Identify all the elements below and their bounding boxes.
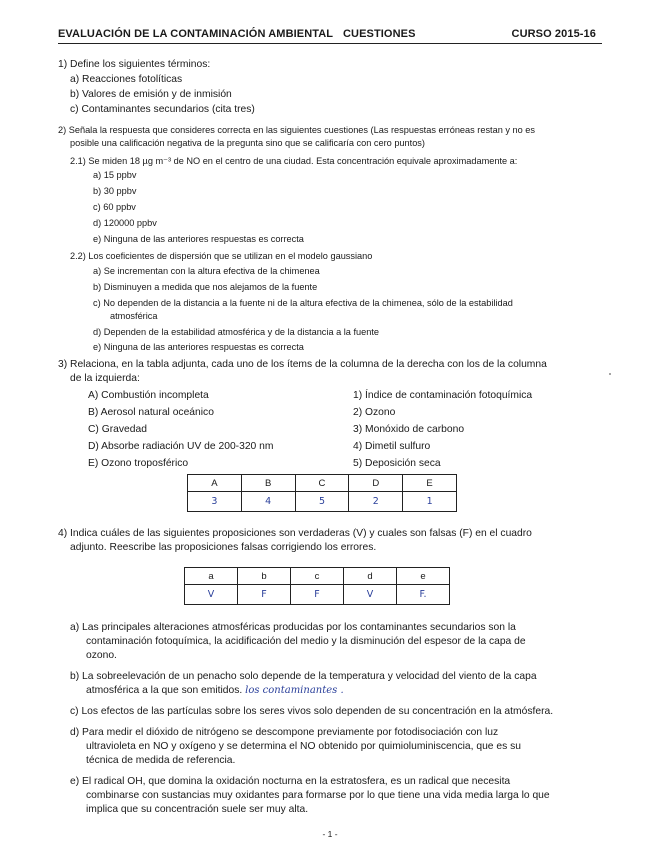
q4-e-line2: combinarse con sustancias muy oxidantes para formarse por lo que tiene una vida media larga lo que (86, 790, 550, 801)
q4-a-line2: contaminación fotoquímica, la acidificación del medio y la disminución del espesor de la capa de (86, 636, 526, 647)
q2-1-option-d: d) 120000 ppbv (93, 218, 157, 228)
q3-left-E: E) Ozono troposférico (88, 458, 189, 469)
q3-title-line1: 3) Relaciona, en la tabla adjunta, cada uno de los ítems de la columna de la derecha con los de la columna (58, 359, 547, 370)
page-header (58, 26, 602, 44)
q4-header-b: b (238, 568, 291, 585)
q2-1-option-a: a) 15 ppbv (93, 170, 137, 180)
q3-title-line2: de la izquierda: (70, 373, 140, 384)
q2-title-line1: 2) Señala la respuesta que consideres correcta en las siguientes cuestiones (Las respuestas erróneas restan y no es (58, 125, 536, 135)
q2-title-line2: posible una calificación negativa de la pregunta sino que se calificaría con cero puntos) (70, 138, 425, 148)
q4-b-line1: b) La sobreelevación de un penacho solo depende de la temperatura y velocidad del viento de la capa (70, 671, 537, 682)
q4-b-handwritten-note: los contaminantes . (245, 685, 344, 696)
q3-header-E: E (403, 475, 457, 492)
q4-table-answer-row (185, 585, 450, 605)
q1-item-c: c) Contaminantes secundarios (cita tres) (70, 104, 255, 115)
q3-left-A: A) Combustión incompleta (88, 390, 209, 401)
q4-title-line2: adjunto. Reescribe las proposiciones falsas corrigiendo los errores. (70, 542, 377, 553)
q3-right-1: 1) Índice de contaminación fotoquímica (353, 390, 533, 401)
q4-d-line1: d) Para medir el dióxido de nitrógeno se descompone previamente por fotodisociación con luz (70, 727, 499, 738)
q3-header-C: C (295, 475, 349, 492)
q1-item-a: a) Reacciones fotolíticas (70, 74, 183, 85)
q4-answer-e: F. (397, 585, 450, 605)
q4-answer-b: F (238, 585, 291, 605)
q3-answer-B: 4 (241, 492, 295, 512)
q3-answer-A: 3 (188, 492, 242, 512)
q4-a-line1: a) Las principales alteraciones atmosféricas producidas por los contaminantes secundarios son la (70, 622, 516, 633)
q3-answer-D: 2 (349, 492, 403, 512)
q3-left-D: D) Absorbe radiación UV de 200-320 nm (88, 441, 274, 452)
q4-answer-table (184, 567, 450, 605)
q3-left-C: C) Gravedad (88, 424, 147, 435)
q3-answer-E: 1 (403, 492, 457, 512)
q1-item-b: b) Valores de emisión y de inmisión (70, 89, 232, 100)
q4-answer-a: V (185, 585, 238, 605)
q2-1-option-e: e) Ninguna de las anteriores respuestas es correcta (93, 234, 304, 244)
q3-left-B: B) Aerosol natural oceánico (88, 407, 214, 418)
header-section: CUESTIONES (343, 28, 416, 40)
q4-header-a: a (185, 568, 238, 585)
q2-1-title: 2.1) Se miden 18 µg m⁻³ de NO en el centro de una ciudad. Esta concentración equivale aproximadamente a: (70, 156, 518, 166)
q4-b-line2-text: atmosférica a la que son emitidos. (86, 685, 243, 696)
q2-1-option-c: c) 60 ppbv (93, 202, 136, 212)
q4-title-line1: 4) Indica cuáles de las siguientes proposiciones son verdaderas (V) y cuales son falsas (F) en el cuadro (58, 528, 532, 539)
q4-answer-d: V (344, 585, 397, 605)
header-year: CURSO 2015-16 (511, 28, 596, 40)
q3-table-answer-row (188, 492, 457, 512)
q4-d-line2: ultravioleta en NO y oxígeno y se determina el NO obtenido por quimioluminiscencia, que es su (86, 741, 521, 752)
q3-right-5: 5) Deposición seca (353, 458, 441, 469)
q2-2-title: 2.2) Los coeficientes de dispersión que se utilizan en el modelo gaussiano (70, 251, 373, 261)
q3-table-header-row (188, 475, 457, 492)
q4-table-header-row (185, 568, 450, 585)
q3-right-3: 3) Monóxido de carbono (353, 424, 465, 435)
q2-1-option-b: b) 30 ppbv (93, 186, 137, 196)
q2-2-option-c-cont: atmosférica (110, 311, 158, 321)
q3-header-B: B (241, 475, 295, 492)
q3-header-D: D (349, 475, 403, 492)
q4-header-e: e (397, 568, 450, 585)
q2-2-option-c: c) No dependen de la distancia a la fuente ni de la altura efectiva de la chimenea, sólo de la estabilidad (93, 298, 513, 308)
q3-answer-C: 5 (295, 492, 349, 512)
q4-a-line3: ozono. (86, 650, 117, 661)
q4-header-d: d (344, 568, 397, 585)
q4-c-line1: c) Los efectos de las partículas sobre los seres vivos solo dependen de su concentración en la atmósfera. (70, 706, 554, 717)
q4-d-line3: técnica de medida de referencia. (86, 755, 236, 766)
q3-right-4: 4) Dimetil sulfuro (353, 441, 431, 452)
q4-header-c: c (291, 568, 344, 585)
q4-answer-c: F (291, 585, 344, 605)
header-course-title: EVALUACIÓN DE LA CONTAMINACIÓN AMBIENTAL (58, 28, 334, 40)
q1-title: 1) Define los siguientes términos: (58, 59, 211, 70)
q2-2-option-b: b) Disminuyen a medida que nos alejamos de la fuente (93, 282, 318, 292)
q2-2-option-d: d) Dependen de la estabilidad atmosférica y de la distancia a la fuente (93, 327, 380, 337)
q2-2-option-a: a) Se incrementan con la altura efectiva de la chimenea (93, 266, 320, 276)
scan-speck (609, 373, 611, 375)
q3-right-2: 2) Ozono (353, 407, 396, 418)
q3-answer-table (187, 474, 457, 512)
q3-header-A: A (188, 475, 242, 492)
q4-e-line3: implica que su concentración suele ser muy alta. (86, 804, 309, 815)
q2-2-option-e: e) Ninguna de las anteriores respuestas es correcta (93, 342, 304, 352)
q4-e-line1: e) El radical OH, que domina la oxidación nocturna en la estratosfera, es un radical que necesita (70, 776, 511, 787)
page-number: - 1 - (322, 829, 338, 839)
q4-b-line2 (86, 684, 344, 699)
